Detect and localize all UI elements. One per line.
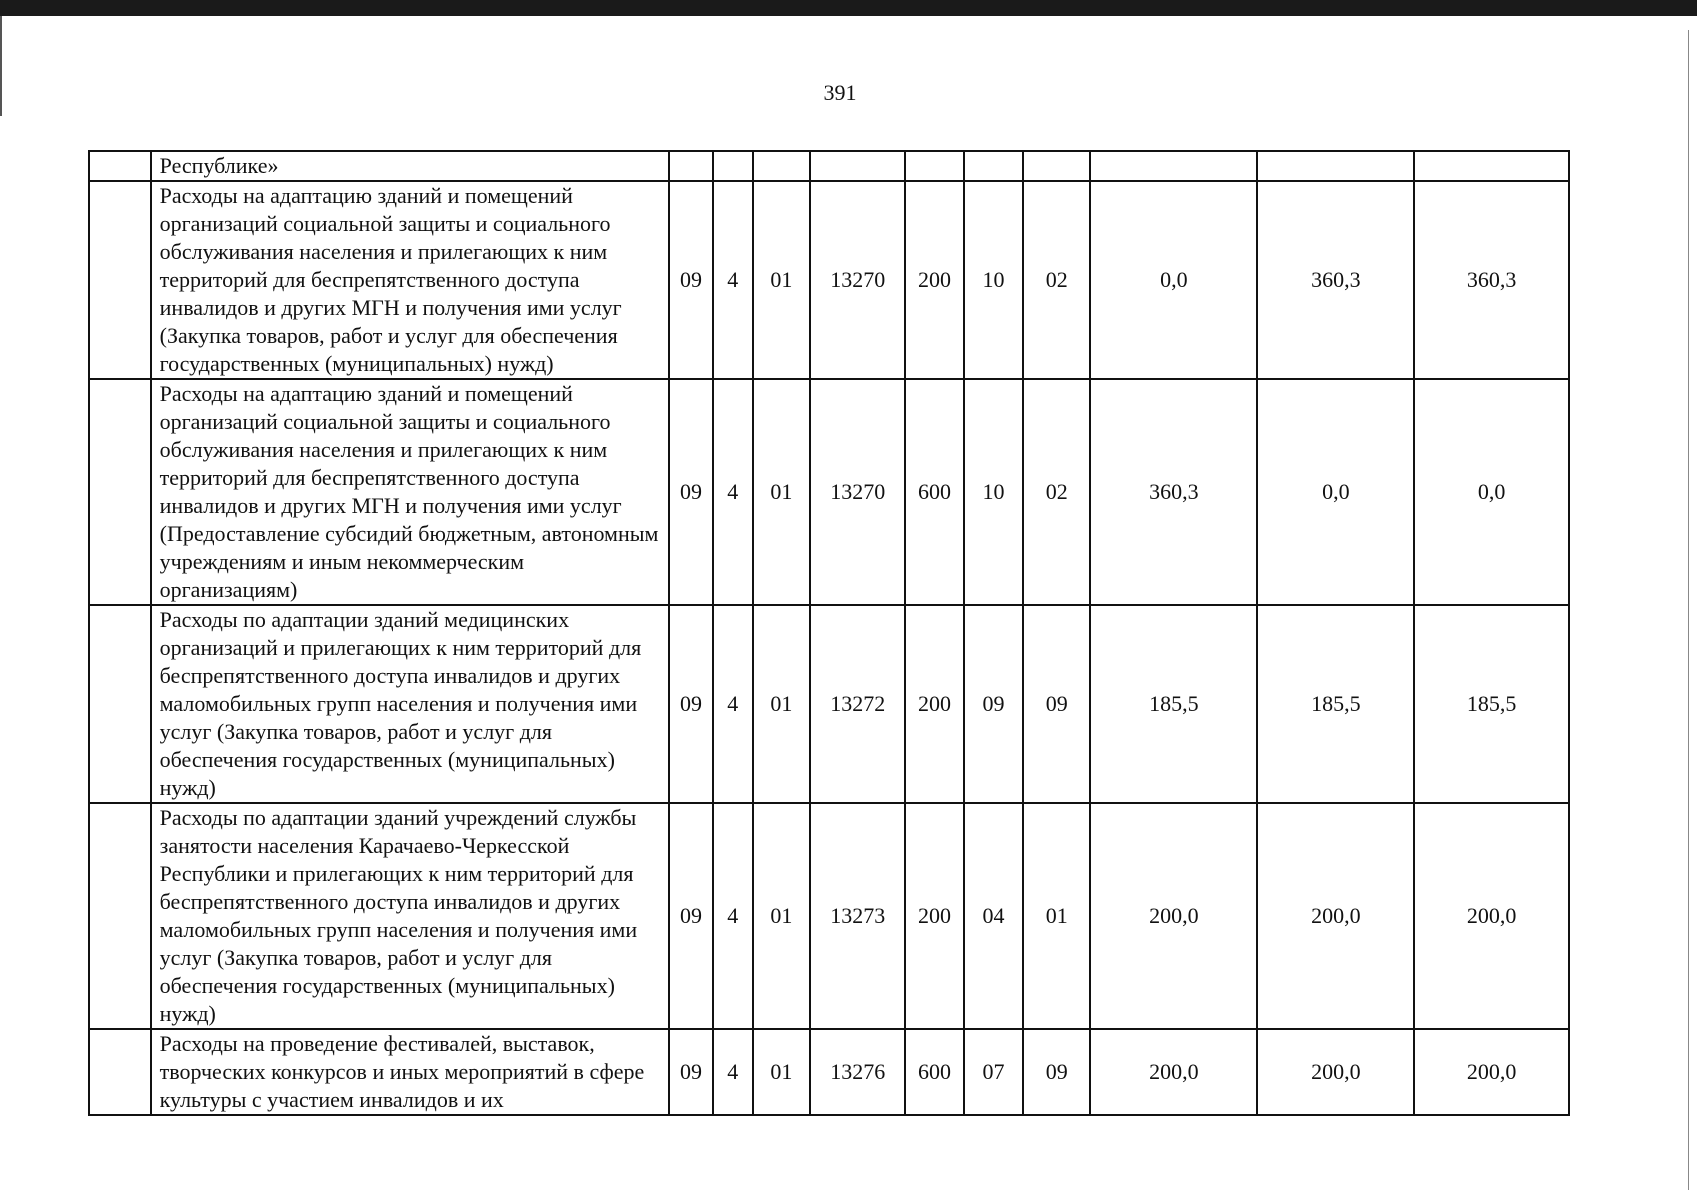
- amount-cell: 200,0: [1090, 803, 1257, 1029]
- row-name-cell: Расходы на адаптацию зданий и помещений организаций социальной защиты и социального обслуживания населения и прилегающих к ним территорий для беспрепятственного доступа инвалидов и других МГН и получения ими услуг (Закупка товаров, работ и услуг для обеспечения государственных (муниципальных) нужд): [151, 181, 669, 379]
- amount-cell: 185,5: [1090, 605, 1257, 803]
- row-name-cell: Расходы по адаптации зданий учреждений службы занятости населения Карачаево-Черкесской Республики и прилегающих к ним территорий для беспрепятственного доступа инвалидов и других маломобильных групп населения и получения ими услуг (Закупка товаров, работ и услуг для обеспечения государственных (муниципальных) нужд): [151, 803, 669, 1029]
- amount-cell: 200,0: [1090, 1029, 1257, 1115]
- table-row: [89, 1029, 1569, 1115]
- code-cell: [669, 151, 713, 181]
- code-cell: 09: [669, 379, 713, 605]
- index-cell: [89, 379, 151, 605]
- code-cell: 09: [669, 605, 713, 803]
- amount-cell: 200,0: [1257, 1029, 1414, 1115]
- amount-cell: 0,0: [1414, 379, 1569, 605]
- table-row: [89, 803, 1569, 1029]
- index-cell: [89, 151, 151, 181]
- code-cell: 4: [713, 1029, 753, 1115]
- code-cell: 10: [964, 181, 1024, 379]
- code-cell: [1023, 151, 1090, 181]
- code-cell: [753, 151, 810, 181]
- code-cell: 04: [964, 803, 1024, 1029]
- index-cell: [89, 803, 151, 1029]
- table-row: [89, 379, 1569, 605]
- row-name-cell: Республике»: [151, 151, 669, 181]
- code-cell: 02: [1023, 379, 1090, 605]
- code-cell: 13272: [810, 605, 905, 803]
- code-cell: 01: [753, 181, 810, 379]
- scan-top-band: [0, 0, 1697, 16]
- code-cell: 01: [753, 605, 810, 803]
- amount-cell: 0,0: [1090, 181, 1257, 379]
- index-cell: [89, 1029, 151, 1115]
- amount-cell: 185,5: [1414, 605, 1569, 803]
- code-cell: 09: [964, 605, 1024, 803]
- code-cell: 09: [669, 181, 713, 379]
- table-row: [89, 181, 1569, 379]
- code-cell: 600: [905, 379, 964, 605]
- code-cell: 200: [905, 605, 964, 803]
- amount-cell: [1414, 151, 1569, 181]
- code-cell: 600: [905, 1029, 964, 1115]
- amount-cell: 185,5: [1257, 605, 1414, 803]
- code-cell: 13270: [810, 181, 905, 379]
- code-cell: [964, 151, 1024, 181]
- code-cell: 13270: [810, 379, 905, 605]
- index-cell: [89, 605, 151, 803]
- amount-cell: 360,3: [1414, 181, 1569, 379]
- code-cell: [905, 151, 964, 181]
- code-cell: [713, 151, 753, 181]
- amount-cell: 200,0: [1414, 1029, 1569, 1115]
- code-cell: 09: [1023, 605, 1090, 803]
- code-cell: 07: [964, 1029, 1024, 1115]
- table-row: [89, 605, 1569, 803]
- code-cell: 09: [669, 803, 713, 1029]
- code-cell: 01: [753, 803, 810, 1029]
- budget-table: [88, 150, 1570, 1116]
- row-name-cell: Расходы по адаптации зданий медицинских организаций и прилегающих к ним территорий для беспрепятственного доступа инвалидов и других маломобильных групп населения и получения ими услуг (Закупка товаров, работ и услуг для обеспечения государственных (муниципальных) нужд): [151, 605, 669, 803]
- row-name-cell: Расходы на проведение фестивалей, выставок, творческих конкурсов и иных мероприятий в сфере культуры с участием инвалидов и их: [151, 1029, 669, 1115]
- code-cell: 4: [713, 605, 753, 803]
- code-cell: [810, 151, 905, 181]
- code-cell: 01: [753, 1029, 810, 1115]
- code-cell: 09: [669, 1029, 713, 1115]
- amount-cell: 200,0: [1414, 803, 1569, 1029]
- amount-cell: 0,0: [1257, 379, 1414, 605]
- code-cell: 200: [905, 803, 964, 1029]
- code-cell: 4: [713, 379, 753, 605]
- row-name-cell: Расходы на адаптацию зданий и помещений организаций социальной защиты и социального обслуживания населения и прилегающих к ним территорий для беспрепятственного доступа инвалидов и других МГН и получения ими услуг (Предоставление субсидий бюджетным, автономным учреждениям и иным некоммерческим организациям): [151, 379, 669, 605]
- code-cell: 4: [713, 803, 753, 1029]
- table-row: [89, 151, 1569, 181]
- code-cell: 4: [713, 181, 753, 379]
- code-cell: 09: [1023, 1029, 1090, 1115]
- page-number: 391: [823, 80, 857, 105]
- code-cell: 01: [1023, 803, 1090, 1029]
- amount-cell: [1257, 151, 1414, 181]
- amount-cell: 360,3: [1090, 379, 1257, 605]
- index-cell: [89, 181, 151, 379]
- code-cell: 02: [1023, 181, 1090, 379]
- code-cell: 10: [964, 379, 1024, 605]
- code-cell: 200: [905, 181, 964, 379]
- code-cell: 01: [753, 379, 810, 605]
- scan-right-edge: [1688, 30, 1689, 1190]
- amount-cell: 360,3: [1257, 181, 1414, 379]
- amount-cell: 200,0: [1257, 803, 1414, 1029]
- code-cell: 13276: [810, 1029, 905, 1115]
- amount-cell: [1090, 151, 1257, 181]
- code-cell: 13273: [810, 803, 905, 1029]
